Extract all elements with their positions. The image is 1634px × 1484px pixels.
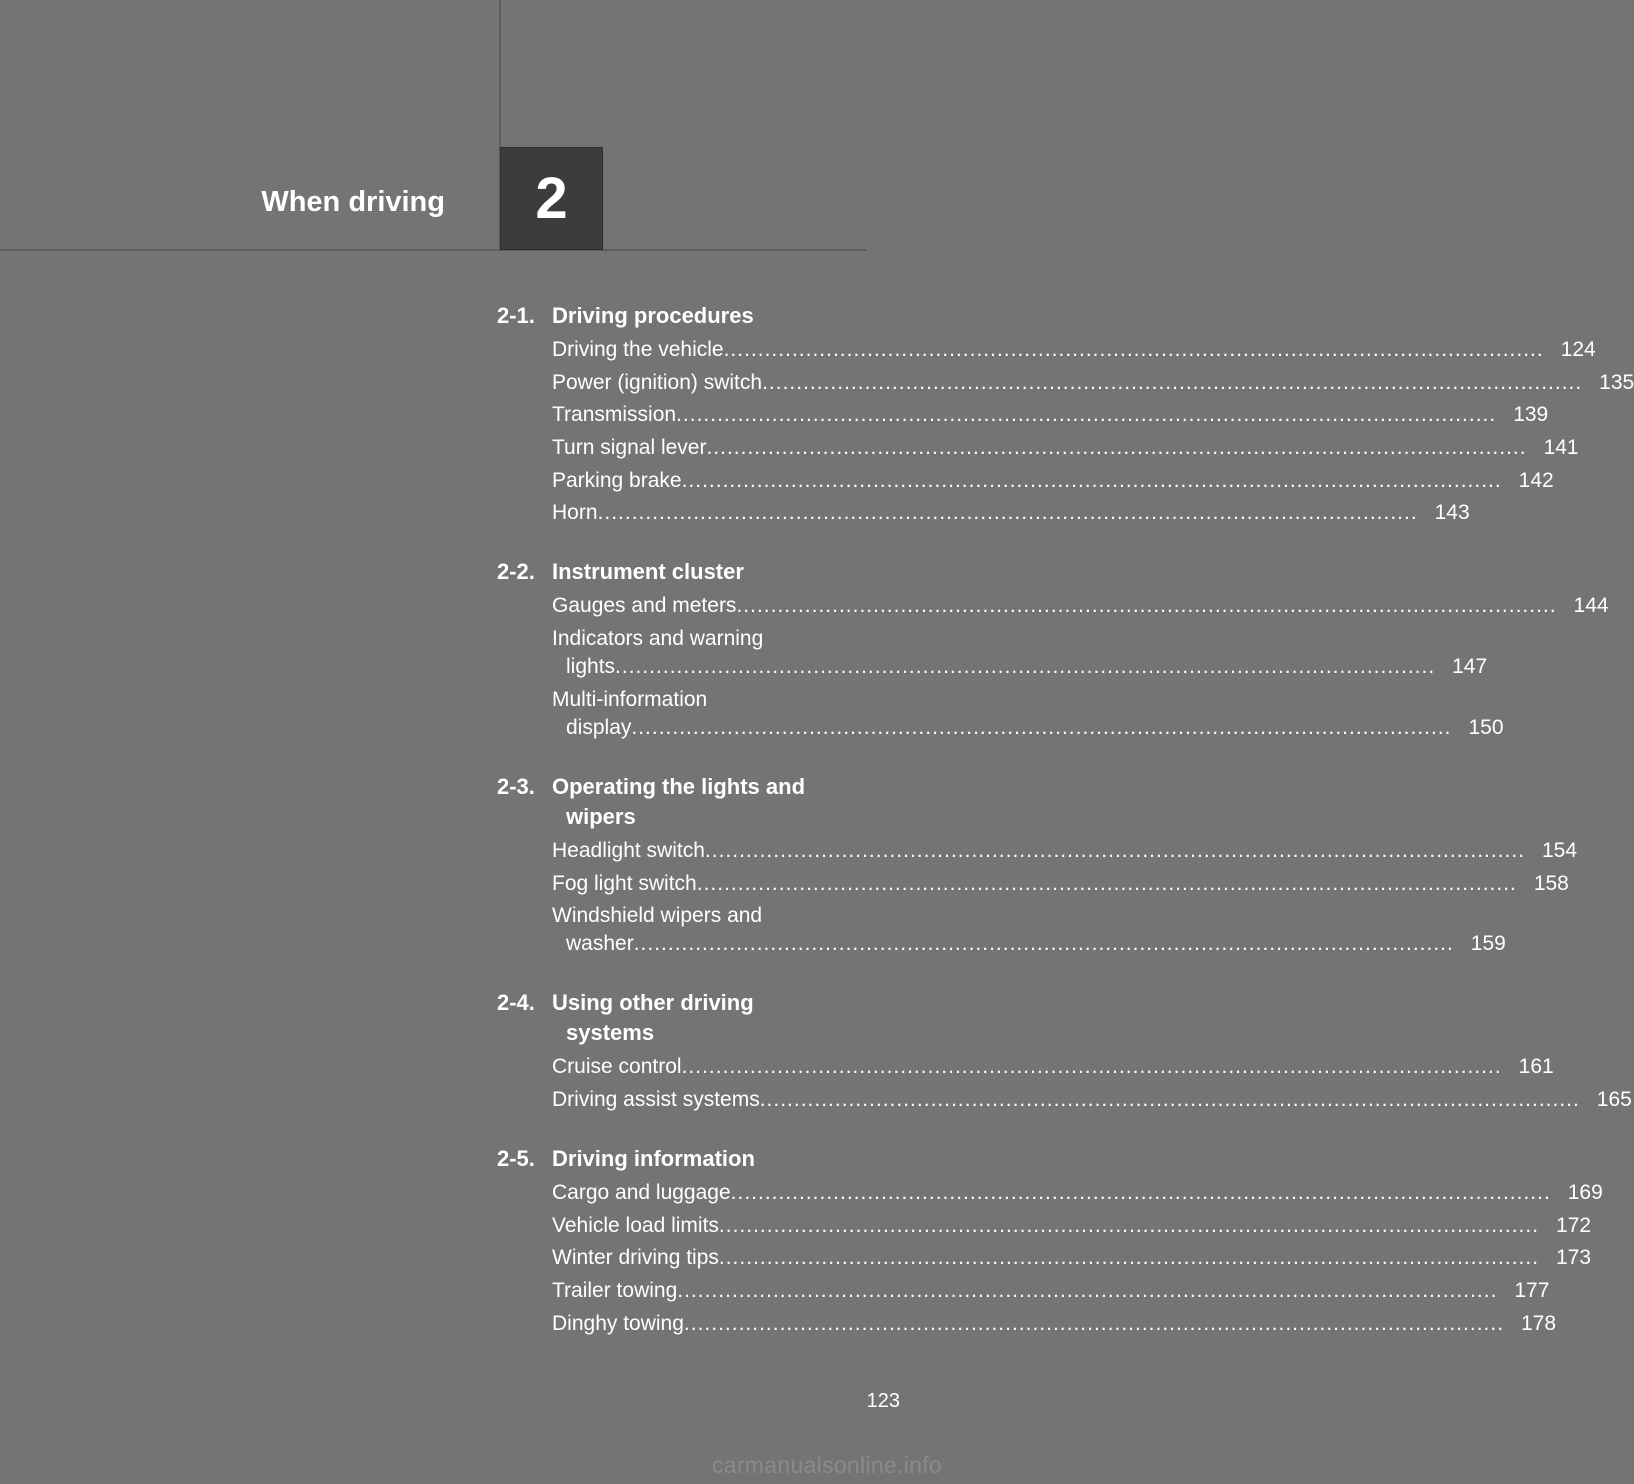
page-number: 123 bbox=[866, 1390, 900, 1412]
entry-page-number: 147 bbox=[1452, 655, 1488, 679]
entry-label bbox=[552, 592, 1557, 620]
toc-entry[interactable] bbox=[497, 625, 1488, 681]
toc-entry[interactable] bbox=[497, 870, 1569, 898]
dot-leader: ........................................................................................................................ bbox=[718, 1213, 1540, 1237]
entry-label-text: Parking brake bbox=[552, 468, 682, 492]
table-of-contents bbox=[497, 301, 1634, 1368]
entry-label-text: Horn bbox=[552, 501, 598, 525]
toc-entry[interactable] bbox=[497, 369, 1634, 397]
entry-page-number: 150 bbox=[1468, 715, 1504, 739]
entry-label bbox=[552, 653, 1435, 681]
entry-label-first-line: Windshield wipers and bbox=[552, 904, 763, 928]
entry-label bbox=[552, 1179, 1551, 1207]
dot-leader: ........................................................................................................................ bbox=[677, 1278, 1498, 1302]
entry-page-number: 154 bbox=[1542, 838, 1578, 862]
toc-entry[interactable] bbox=[497, 1086, 1632, 1114]
section-title-text: Driving procedures bbox=[552, 303, 754, 328]
section-title-text: Driving information bbox=[552, 1145, 755, 1171]
toc-section bbox=[497, 557, 1609, 741]
toc-entry[interactable] bbox=[497, 902, 1506, 958]
section-title-text: Operating the lights and bbox=[552, 773, 806, 799]
section-title bbox=[552, 557, 869, 587]
dot-leader: ........................................................................................................................ bbox=[759, 1087, 1580, 1111]
chapter-number: 2 bbox=[535, 166, 568, 231]
entry-label-text: Winter driving tips bbox=[552, 1246, 719, 1270]
toc-entry[interactable] bbox=[497, 686, 1504, 742]
dot-leader: ........................................................................................................................ bbox=[718, 1246, 1540, 1270]
dot-leader: ........................................................................................................................ bbox=[681, 1055, 1502, 1079]
dot-leader: ........................................................................................................................ bbox=[683, 1311, 1505, 1335]
entry-label-text: Power (ignition) switch bbox=[552, 370, 763, 394]
toc-entry[interactable] bbox=[497, 401, 1549, 429]
dot-leader: ........................................................................................................................ bbox=[723, 338, 1544, 361]
entry-page-number: 159 bbox=[1470, 932, 1506, 956]
toc-entry[interactable] bbox=[497, 1212, 1592, 1240]
section-number: 2-2. bbox=[497, 559, 535, 585]
entry-label bbox=[552, 1086, 1580, 1114]
dot-leader: ........................................................................................................................ bbox=[633, 932, 1454, 956]
entry-label bbox=[552, 401, 1496, 429]
section-number: 2-5. bbox=[497, 1145, 535, 1171]
section-title bbox=[552, 988, 869, 1048]
entry-page-number: 135 bbox=[1599, 370, 1634, 394]
entry-page-number: 143 bbox=[1434, 501, 1470, 525]
section-title-continuation: wipers bbox=[566, 803, 636, 829]
section-number: 2-4. bbox=[497, 990, 535, 1016]
entry-label-text: display bbox=[566, 715, 632, 739]
watermark: carmanualsonline.info bbox=[711, 1452, 942, 1478]
entry-label bbox=[552, 870, 1517, 898]
entry-label bbox=[552, 1310, 1504, 1338]
entry-label-second-line bbox=[552, 653, 1488, 681]
entry-label bbox=[552, 1277, 1497, 1305]
entry-page-number: 139 bbox=[1513, 403, 1549, 427]
entry-page-number: 173 bbox=[1555, 1246, 1592, 1270]
entry-page-number: 172 bbox=[1556, 1213, 1592, 1237]
chapter-number-box bbox=[500, 147, 603, 250]
section-heading[interactable] bbox=[497, 1144, 869, 1174]
dot-leader: ........................................................................................................................ bbox=[681, 468, 1502, 492]
section-title bbox=[552, 772, 869, 832]
entry-label-text: Cruise control bbox=[552, 1055, 682, 1079]
dot-leader: ........................................................................................................................ bbox=[696, 871, 1517, 895]
dot-leader: ........................................................................................................................ bbox=[706, 436, 1527, 460]
entry-label-text: Dinghy towing bbox=[552, 1311, 684, 1335]
entry-label bbox=[552, 930, 1454, 958]
toc-entry[interactable] bbox=[497, 434, 1579, 462]
section-title bbox=[552, 1144, 869, 1174]
dot-leader: ........................................................................................................................ bbox=[631, 715, 1452, 739]
toc-entry[interactable] bbox=[497, 499, 1470, 527]
dot-leader: ........................................................................................................................ bbox=[615, 655, 1436, 679]
section-title-text: Instrument cluster bbox=[552, 559, 744, 585]
dot-leader: ........................................................................................................................ bbox=[730, 1180, 1551, 1204]
chapter-title: When driving bbox=[261, 186, 445, 218]
entry-page-number: 165 bbox=[1596, 1087, 1632, 1111]
entry-label bbox=[552, 714, 1452, 742]
entry-page-number: 169 bbox=[1567, 1180, 1603, 1204]
entry-label-text: Trailer towing bbox=[552, 1278, 678, 1302]
section-title-continuation: systems bbox=[566, 1020, 655, 1046]
toc-entry[interactable] bbox=[497, 1179, 1603, 1207]
dot-leader: ........................................................................................................................ bbox=[676, 403, 1497, 427]
entry-label bbox=[552, 1244, 1539, 1272]
entry-label bbox=[552, 1212, 1539, 1240]
entry-page-number: 177 bbox=[1514, 1278, 1550, 1302]
entry-label-text: Driving the vehicle bbox=[552, 338, 724, 361]
toc-entry[interactable] bbox=[497, 837, 1578, 865]
entry-label-first-line: Multi-information bbox=[552, 687, 708, 711]
dot-leader: ........................................................................................................................ bbox=[736, 594, 1557, 618]
entry-label-second-line bbox=[552, 714, 1504, 742]
entry-label-text: Driving assist systems bbox=[552, 1087, 760, 1111]
toc-section bbox=[497, 301, 1634, 527]
entry-label-second-line bbox=[552, 930, 1506, 958]
toc-section bbox=[497, 772, 1578, 958]
toc-section bbox=[497, 988, 1632, 1114]
section-number: 2-3. bbox=[497, 773, 535, 799]
entry-label-text: Turn signal lever bbox=[552, 436, 707, 460]
section-title bbox=[552, 301, 869, 331]
entry-label-text: Vehicle load limits bbox=[552, 1213, 719, 1237]
toc-entry[interactable] bbox=[497, 336, 1596, 364]
dot-leader: ........................................................................................................................ bbox=[704, 838, 1526, 862]
entry-label-first-line: Indicators and warning bbox=[552, 627, 764, 651]
entry-label bbox=[552, 369, 1582, 397]
toc-entry[interactable] bbox=[497, 592, 1609, 620]
entry-page-number: 124 bbox=[1560, 338, 1596, 361]
toc-entry[interactable] bbox=[497, 1277, 1550, 1305]
entry-label-text: Cargo and luggage bbox=[552, 1180, 731, 1204]
toc-entry[interactable] bbox=[497, 1310, 1557, 1338]
section-heading[interactable] bbox=[497, 772, 869, 832]
entry-label bbox=[552, 467, 1502, 495]
entry-page-number: 161 bbox=[1518, 1055, 1554, 1079]
entry-label-text: Transmission bbox=[552, 403, 677, 427]
entry-label bbox=[552, 434, 1527, 462]
entry-page-number: 141 bbox=[1543, 436, 1579, 460]
entry-label-text: Headlight switch bbox=[552, 838, 705, 862]
entry-label-text: washer bbox=[566, 932, 634, 956]
header-horizontal-rule bbox=[0, 249, 866, 251]
toc-entry[interactable] bbox=[497, 467, 1554, 495]
dot-leader: ........................................................................................................................ bbox=[597, 501, 1418, 525]
entry-label-text: Gauges and meters bbox=[552, 594, 737, 618]
entry-label bbox=[552, 499, 1418, 527]
entry-page-number: 142 bbox=[1518, 468, 1554, 492]
section-heading[interactable] bbox=[497, 557, 869, 587]
toc-entry[interactable] bbox=[497, 1053, 1554, 1081]
entry-label-text: Fog light switch bbox=[552, 871, 697, 895]
section-number: 2-1. bbox=[497, 303, 535, 328]
section-heading[interactable] bbox=[497, 301, 869, 331]
section-title-text: Using other driving bbox=[552, 990, 754, 1016]
dot-leader: ........................................................................................................................ bbox=[762, 370, 1583, 394]
toc-section bbox=[497, 1144, 1603, 1338]
toc-entry[interactable] bbox=[497, 1244, 1592, 1272]
entry-label bbox=[552, 336, 1544, 364]
entry-label bbox=[552, 837, 1525, 865]
entry-page-number: 178 bbox=[1521, 1311, 1557, 1335]
section-heading[interactable] bbox=[497, 988, 869, 1048]
entry-label bbox=[552, 1053, 1502, 1081]
entry-page-number: 144 bbox=[1573, 594, 1609, 618]
entry-page-number: 158 bbox=[1533, 871, 1569, 895]
entry-label-text: lights bbox=[566, 655, 616, 679]
